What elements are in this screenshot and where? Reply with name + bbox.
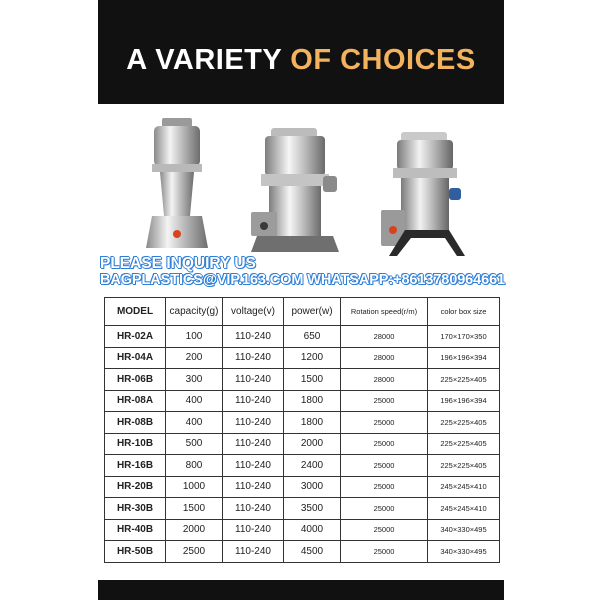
cell-rotation-speed: 28000 [341,369,428,391]
cell-box-size: 170×170×350 [428,326,500,348]
title-part-orange: OF CHOICES [290,44,476,76]
cell-box-size: 225×225×405 [428,369,500,391]
cell-model: HR-10B [105,433,166,455]
title-part-white: A VARIETY [126,44,291,76]
cell-capacity: 1500 [166,498,223,520]
cell-box-size: 245×245×410 [428,498,500,520]
page-title [98,44,504,77]
cell-capacity: 800 [166,455,223,477]
table-row [105,519,500,541]
cell-voltage: 110-240 [223,369,284,391]
table-row [105,326,500,348]
cell-rotation-speed: 25000 [341,412,428,434]
cell-voltage: 110-240 [223,390,284,412]
cell-box-size: 340×330×495 [428,519,500,541]
table-row [105,476,500,498]
cell-model: HR-40B [105,519,166,541]
table-row [105,390,500,412]
cell-capacity: 300 [166,369,223,391]
grinder-small-image [140,116,220,256]
table-row [105,369,500,391]
cell-voltage: 110-240 [223,455,284,477]
cell-power: 1800 [284,412,341,434]
cell-box-size: 245×245×410 [428,476,500,498]
cell-rotation-speed: 28000 [341,347,428,369]
cell-box-size: 225×225×405 [428,455,500,477]
table-row [105,455,500,477]
cell-capacity: 200 [166,347,223,369]
header-rotation-speed: Rotation speed(r/m) [341,298,428,326]
cell-rotation-speed: 25000 [341,476,428,498]
cell-model: HR-30B [105,498,166,520]
cell-capacity: 2500 [166,541,223,563]
cell-voltage: 110-240 [223,476,284,498]
cell-capacity: 1000 [166,476,223,498]
cell-rotation-speed: 25000 [341,519,428,541]
header-capacity: capacity(g) [166,298,223,326]
header-box-size: color box size [428,298,500,326]
cell-power: 2400 [284,455,341,477]
cell-model: HR-20B [105,476,166,498]
cell-model: HR-08B [105,412,166,434]
header-voltage: voltage(v) [223,298,284,326]
cell-model: HR-50B [105,541,166,563]
cell-capacity: 400 [166,390,223,412]
cell-box-size: 225×225×405 [428,433,500,455]
cell-voltage: 110-240 [223,519,284,541]
cell-model: HR-08A [105,390,166,412]
table-header-row [105,298,500,326]
cell-power: 3500 [284,498,341,520]
watermark-contact: BAGPLASTICS@VIP.163.COM WHATSAPP:+8613780964661 [100,272,505,288]
grinder-medium-image [235,122,355,257]
table-row [105,498,500,520]
cell-power: 3000 [284,476,341,498]
header-model: MODEL [105,298,166,326]
table-row [105,347,500,369]
cell-box-size: 225×225×405 [428,412,500,434]
cell-rotation-speed: 25000 [341,390,428,412]
cell-voltage: 110-240 [223,347,284,369]
cell-rotation-speed: 25000 [341,455,428,477]
cell-voltage: 110-240 [223,498,284,520]
cell-capacity: 500 [166,433,223,455]
cell-rotation-speed: 25000 [341,498,428,520]
cell-model: HR-06B [105,369,166,391]
cell-power: 1800 [284,390,341,412]
cell-rotation-speed: 25000 [341,433,428,455]
cell-power: 650 [284,326,341,348]
cell-capacity: 2000 [166,519,223,541]
spec-table [104,297,500,563]
table-row [105,541,500,563]
cell-power: 1500 [284,369,341,391]
cell-capacity: 400 [166,412,223,434]
cell-capacity: 100 [166,326,223,348]
cell-rotation-speed: 28000 [341,326,428,348]
cell-power: 4500 [284,541,341,563]
cell-power: 4000 [284,519,341,541]
grinder-large-image [375,130,475,260]
cell-voltage: 110-240 [223,326,284,348]
cell-voltage: 110-240 [223,433,284,455]
cell-voltage: 110-240 [223,541,284,563]
cell-box-size: 340×330×495 [428,541,500,563]
table-row [105,433,500,455]
cell-box-size: 196×196×394 [428,347,500,369]
cell-power: 2000 [284,433,341,455]
cell-box-size: 196×196×394 [428,390,500,412]
table-row [105,412,500,434]
watermark-inquiry: PLEASE INQUIRY US [100,255,256,272]
cell-power: 1200 [284,347,341,369]
cell-model: HR-04A [105,347,166,369]
cell-voltage: 110-240 [223,412,284,434]
header-power: power(w) [284,298,341,326]
cell-rotation-speed: 25000 [341,541,428,563]
cell-model: HR-02A [105,326,166,348]
cell-model: HR-16B [105,455,166,477]
